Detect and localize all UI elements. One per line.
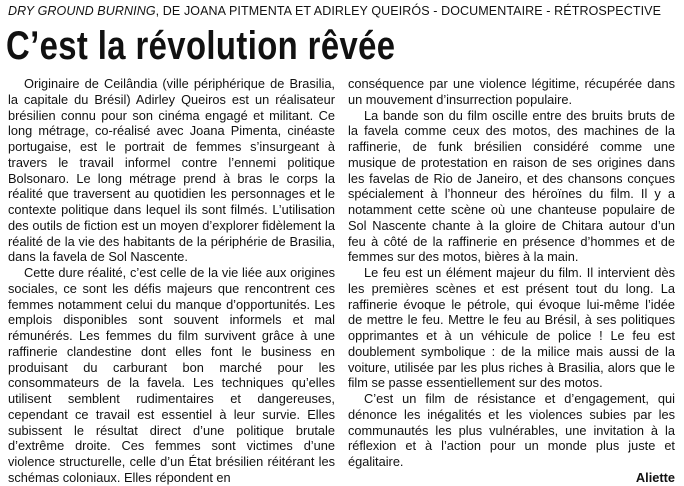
film-title: DRY GROUND BURNING bbox=[8, 4, 156, 18]
left-column bbox=[8, 76, 335, 485]
paragraph: La bande son du film oscille entre des bruits bruts de la favela comme ceux des motos, des machines de la raffinerie, de funk brésilien considéré comme une musique de protestation en raison de ses origines dans les favelas de Rio de Janeiro, et des chansons conçues spécialement à l’honneur des héroïnes du film. Il y a notamment cette scène où une chanteuse populaire de Sol Nascente chante à la gloire de Chitara autour d’un feu à côté de la raffinerie en présence d’hommes et de femmes sur des motos, bières à la main. bbox=[348, 107, 675, 265]
right-column bbox=[348, 76, 675, 485]
paragraph: C’est un film de résistance et d’engagement, qui dénonce les inégalités et les violences subies par les communautés les plus vulnérables, une invitation à la réflexion et à l’action pour un monde plus juste et égalitaire. bbox=[348, 391, 675, 469]
kicker-details: , DE JOANA PITMENTA ET ADIRLEY QUEIRÓS - DOCUMENTAIRE - RÉTROSPECTIVE bbox=[155, 4, 662, 18]
paragraph: Cette dure réalité, c’est celle de la vie liée aux origines sociales, ce sont les défis majeurs que rencontrent ces femmes notamment celui du manque d’opportunités. Les emplois disponibles sont souvent informels et mal rémunérés. Les femmes du film survivent grâce à une raffinerie clandestine dont elles font le business en produisant du carburant bon marché pour les consommateurs de la favela. Les techniques qu’elles utilisent semblent rudimentaires et dangereuses, cependant ce travail est essentiel à leur survie. Elles subissent le résultat direct d’une politique brutale d’extrême droite. Ces femmes sont victimes d’une violence structurelle, celle d’un État brésilien réitérant les schémas coloniaux. Elles répondent en bbox=[8, 265, 335, 485]
article-headline: C’est la révolution rêvée bbox=[6, 24, 396, 68]
article-body bbox=[8, 76, 676, 485]
paragraph: conséquence par une violence légitime, récupérée dans un mouvement d’insurrection populaire. bbox=[348, 76, 675, 107]
author-signature: Aliette bbox=[635, 469, 675, 485]
article-kicker bbox=[8, 3, 678, 19]
paragraph: Originaire de Ceilândia (ville périphérique de Brasilia, la capitale du Brésil) Adirley Queiros est un réalisateur brésilien connu pour son cinéma engagé et militant. Ce long métrage, co-réalisé avec Joana Pimenta, cinéaste portugaise, est le portrait de femmes s’insurgeant à travers le travail informel contre l’ennemi politique Bolsonaro. Le long métrage prend à bras le corps la réalité que traversent au quotidien les personnages et le contexte politique dans lequel ils sont filmés. L’utilisation des outils de fiction est un moyen d’explorer fidèlement la réalité de la vie des habitants de la périphérie de Brasilia, dans la favela de Sol Nascente. bbox=[8, 76, 335, 265]
paragraph: Le feu est un élément majeur du film. Il intervient dès les premières scènes et est présent tout du long. La raffinerie évoque le pétrole, qui évoque lui-même l’idée de mettre le feu. Mettre le feu au Brésil, à ses politiques opprimantes et à un véhicule de police ! Le feu est doublement symbolique : de la milice mais aussi de la voiture, utilisée par les plus riches à Brasilia, alors que le film se passe essentiellement sur des motos. bbox=[348, 265, 675, 391]
